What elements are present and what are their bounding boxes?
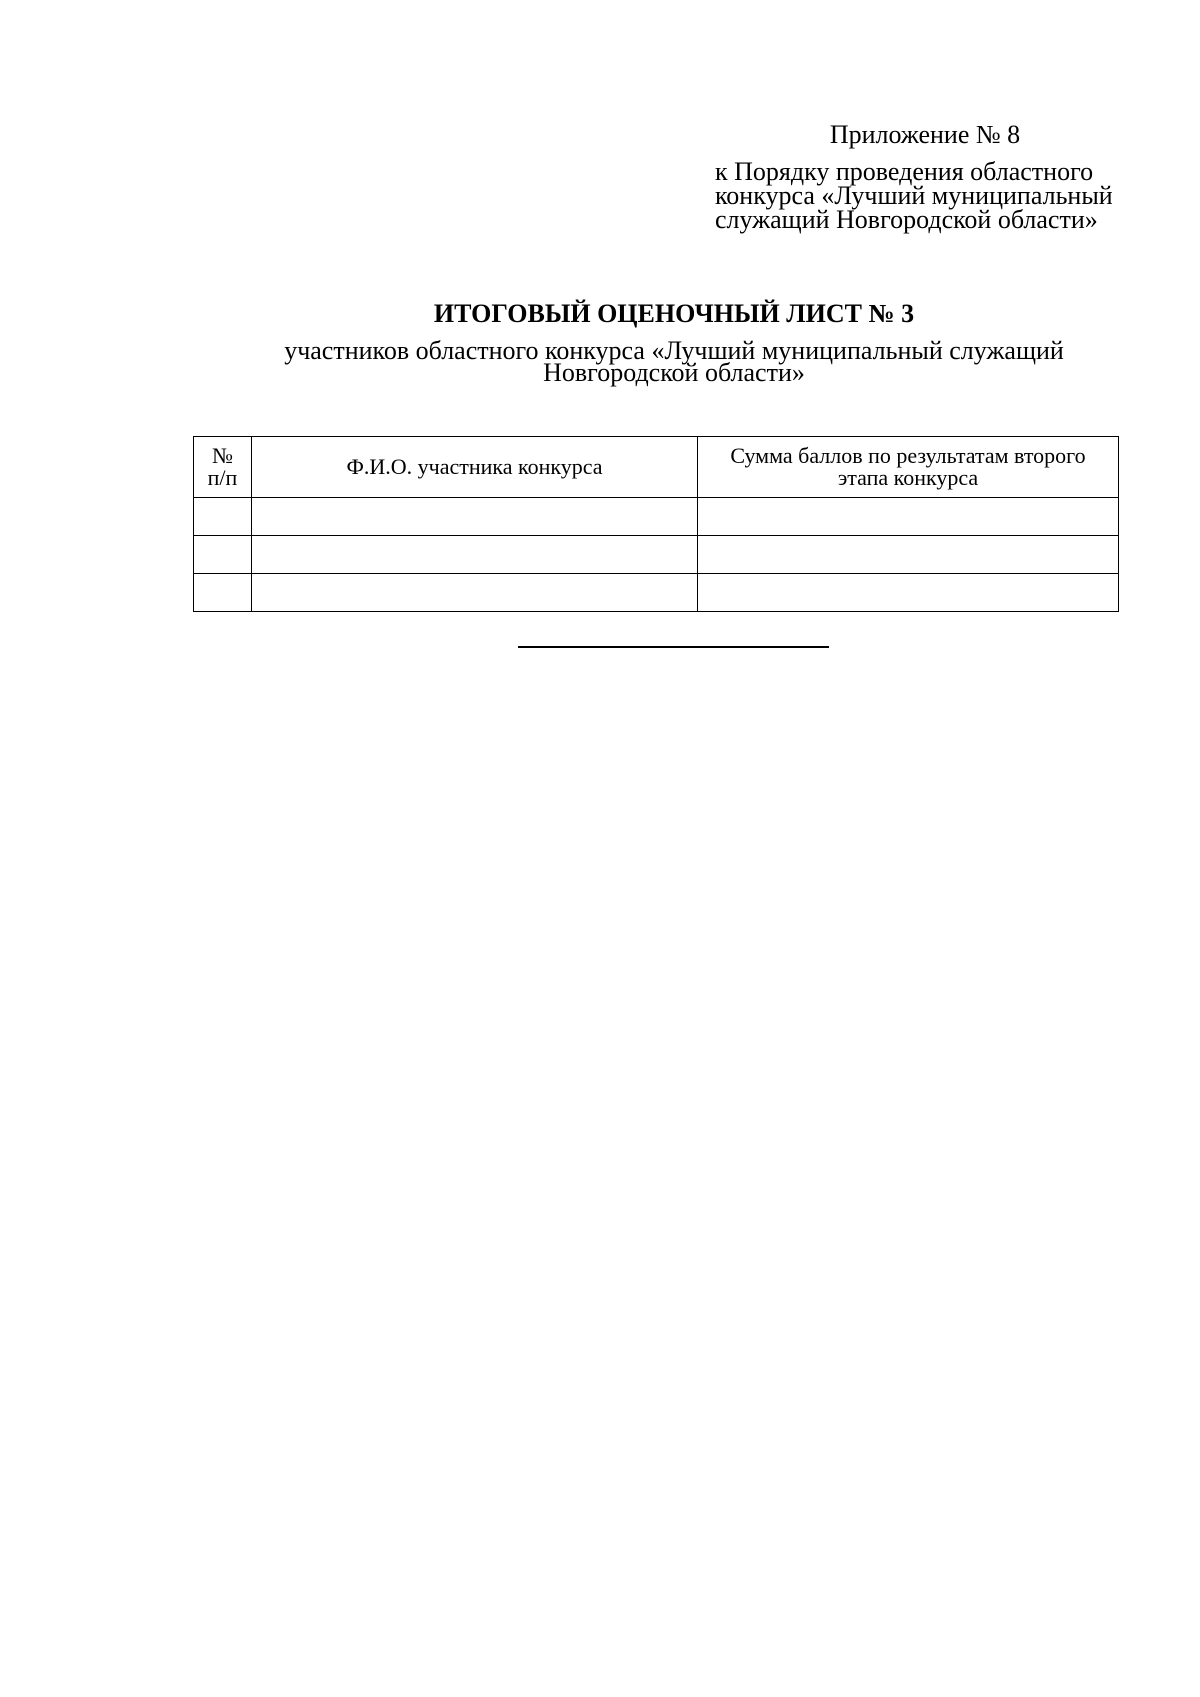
appendix-number: Приложение № 8 <box>829 120 1021 149</box>
cell-name <box>252 536 698 574</box>
table-row <box>194 536 1119 574</box>
table-header-row <box>194 437 1119 498</box>
document-subtitle <box>180 336 1168 387</box>
appendix-reference-line: конкурса «Лучший муниципальный <box>715 181 1113 210</box>
subtitle-line: Новгородской области» <box>543 358 805 387</box>
header-text: Сумма баллов по результатам второго <box>730 443 1086 468</box>
cell-number <box>194 574 252 612</box>
cell-score <box>698 536 1119 574</box>
header-participant-name <box>252 437 698 498</box>
appendix-reference <box>715 157 1155 234</box>
header-score-sum <box>698 437 1119 498</box>
cell-number <box>194 498 252 536</box>
table-row <box>194 574 1119 612</box>
closing-rule <box>518 646 829 648</box>
score-table <box>193 436 1119 612</box>
cell-name <box>252 574 698 612</box>
appendix-reference-line: к Порядку проведения областного <box>715 157 1094 186</box>
header-text: Ф.И.О. участника конкурса <box>346 454 603 479</box>
appendix-reference-line: служащий Новгородской области» <box>715 205 1098 234</box>
table-row <box>194 498 1119 536</box>
cell-score <box>698 498 1119 536</box>
subtitle-line: участников областного конкурса «Лучший муниципальный служащий <box>284 336 1064 365</box>
cell-score <box>698 574 1119 612</box>
header-number <box>194 437 252 498</box>
cell-name <box>252 498 698 536</box>
cell-number <box>194 536 252 574</box>
header-text: № <box>212 443 233 468</box>
header-text: п/п <box>207 465 238 490</box>
header-text: этапа конкурса <box>837 465 979 490</box>
document-title: ИТОГОВЫЙ ОЦЕНОЧНЫЙ ЛИСТ № 3 <box>433 299 915 328</box>
